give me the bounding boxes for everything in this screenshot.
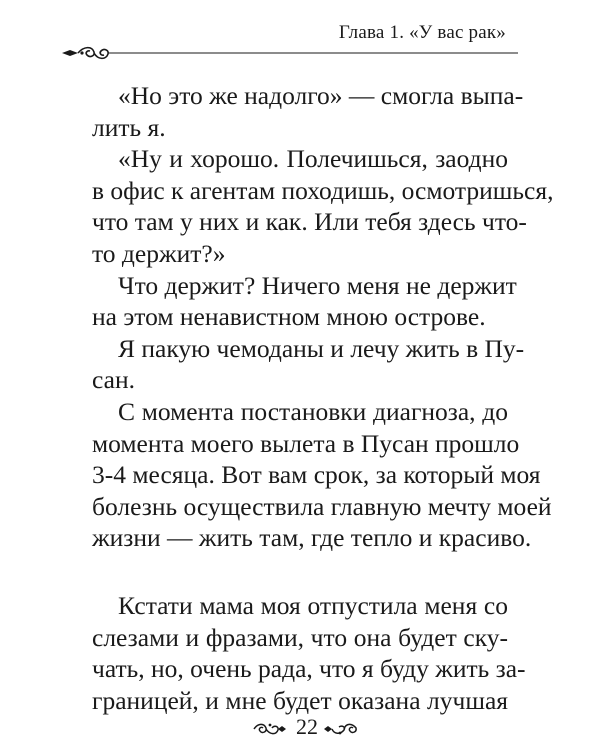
text-line: Я пакую чемоданы и лечу жить в Пу- (118, 333, 525, 363)
text-line: границей, и мне будет оказана лучшая (92, 685, 508, 715)
flourish-rule-icon (60, 40, 520, 64)
text-line: «Но это же надолго» — смогла выпа- (118, 81, 524, 110)
paragraph (92, 333, 525, 396)
text-line: жизни — жить там, где тепло и красиво. (92, 523, 532, 553)
paragraph (92, 143, 554, 269)
text-line: лить я. (92, 112, 166, 142)
paragraph-break (118, 554, 508, 590)
text-line: что там у них и как. Или тебя здесь что- (92, 207, 527, 237)
text-line: то держит?» (92, 238, 226, 268)
page-footer (0, 714, 600, 744)
paragraph (92, 270, 517, 333)
text-line: болезнь осуществила главную мечту моей (92, 491, 552, 521)
text-line: сан. (92, 365, 135, 395)
paragraph (92, 590, 526, 716)
page-number: 22 (296, 714, 318, 739)
text-line: С момента постановки диагноза, до (118, 396, 508, 426)
paragraph (92, 80, 524, 143)
text-line: Что держит? Ничего меня не держит (118, 270, 517, 300)
text-line: в офис к агентам походишь, осмотришься, (92, 175, 554, 205)
paragraph (92, 396, 552, 554)
text-line: момента моего вылета в Пусан прошло (92, 428, 520, 458)
text-line: Кстати мама моя отпустила меня со (118, 590, 508, 620)
fleuron-left-icon (252, 720, 288, 738)
fleuron-right-icon (322, 720, 358, 738)
text-line: слезами и фразами, что она будет ску- (92, 622, 508, 652)
text-line: чать, но, очень рада, что я буду жить за- (92, 654, 526, 684)
body-text (92, 80, 554, 716)
text-line: на этом ненавистном мною острове. (92, 302, 486, 332)
text-line: «Ну и хорошо. Полечишься, заодно (118, 144, 508, 174)
text-line: 3-4 месяца. Вот вам срок, за который моя (92, 460, 541, 490)
running-header: Глава 1. «У вас рак» (338, 22, 506, 43)
